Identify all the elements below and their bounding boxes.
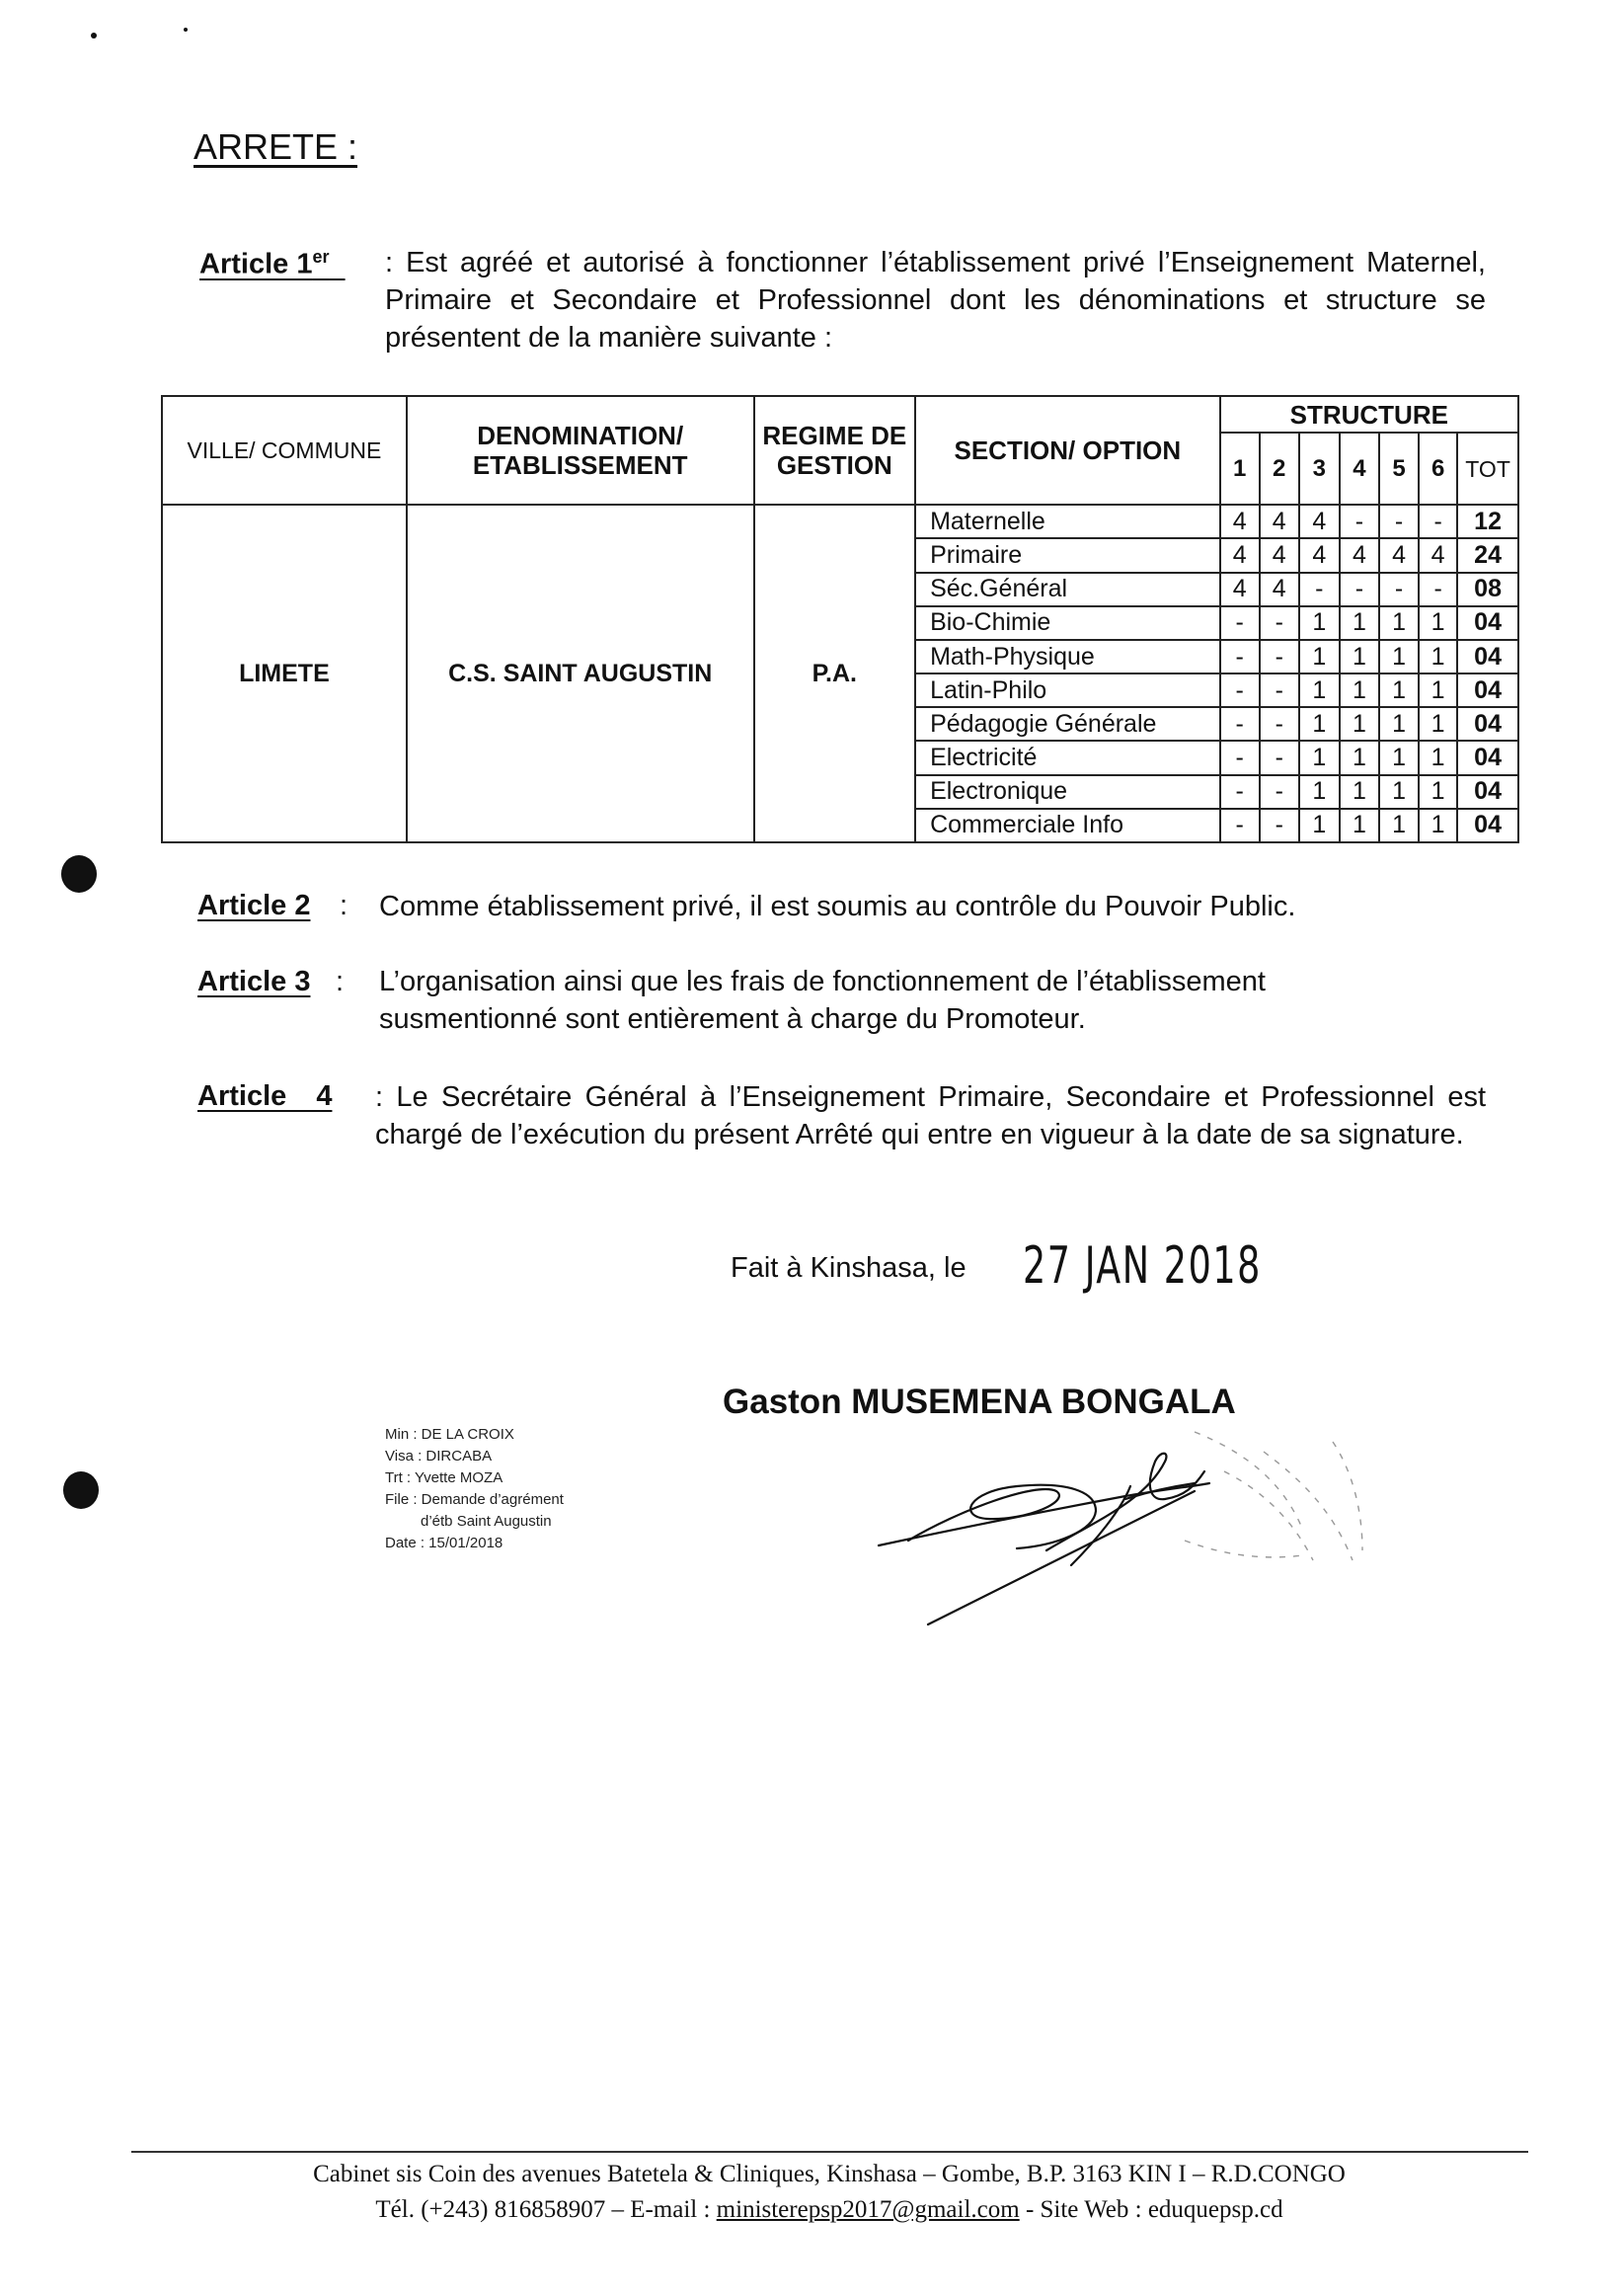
header-level-1: 1 [1220, 433, 1260, 505]
cell-level-4: 1 [1340, 673, 1379, 707]
punch-hole [61, 855, 97, 893]
scan-speck [184, 28, 188, 32]
cell-level-4: - [1340, 573, 1379, 606]
header-level-5: 5 [1379, 433, 1419, 505]
article-1-label [199, 247, 346, 281]
cell-level-2: 4 [1260, 505, 1299, 538]
header-level-4: 4 [1340, 433, 1379, 505]
cell-level-5: 4 [1379, 538, 1419, 572]
cell-level-6: - [1419, 573, 1457, 606]
reference-line: Min : DE LA CROIX [385, 1426, 514, 1443]
reference-line: File : Demande d’agrément [385, 1491, 564, 1508]
cell-total: 08 [1457, 573, 1518, 606]
cell-level-3: 1 [1299, 673, 1340, 707]
cell-level-4: 1 [1340, 741, 1379, 774]
reference-line: Date : 15/01/2018 [385, 1535, 503, 1551]
cell-level-2: - [1260, 741, 1299, 774]
article-2-text: Comme établissement privé, il est soumis au contrôle du Pouvoir Public. [379, 891, 1296, 922]
cell-option: Electricité [915, 741, 1220, 774]
cell-level-3: 1 [1299, 640, 1340, 673]
cell-level-5: 1 [1379, 707, 1419, 741]
cell-total: 04 [1457, 673, 1518, 707]
cell-total: 24 [1457, 538, 1518, 572]
article-3-label: Article 3 [197, 966, 311, 997]
cell-level-3: 1 [1299, 775, 1340, 809]
header-structure: STRUCTURE [1220, 396, 1518, 433]
cell-level-2: - [1260, 707, 1299, 741]
footer-website: - Site Web : eduquepsp.cd [1019, 2196, 1283, 2223]
cell-level-6: 1 [1419, 606, 1457, 640]
cell-level-5: 1 [1379, 741, 1419, 774]
cell-level-3: 1 [1299, 707, 1340, 741]
header-level-3: 3 [1299, 433, 1340, 505]
cell-level-2: - [1260, 809, 1299, 842]
cell-level-6: 1 [1419, 673, 1457, 707]
cell-level-3: 1 [1299, 809, 1340, 842]
header-ville-commune: VILLE/ COMMUNE [162, 396, 407, 505]
cell-level-2: - [1260, 640, 1299, 673]
place-and-date-label: Fait à Kinshasa, le [731, 1252, 967, 1284]
footer-email-link[interactable]: ministerepsp2017@gmail.com [716, 2196, 1020, 2223]
cell-level-3: 1 [1299, 741, 1340, 774]
date-stamp: 27 JAN 2018 [1023, 1236, 1262, 1296]
cell-level-2: - [1260, 673, 1299, 707]
reference-line: d’étb Saint Augustin [421, 1513, 552, 1530]
article-4-text: : Le Secrétaire Général à l’Enseignement Primaire, Secondaire et Professionnel est chargé de l’exécution du présent Arrêté qui entre en vigueur à la date de sa signature. [375, 1081, 1486, 1150]
cell-regime: P.A. [754, 505, 916, 842]
cell-total: 04 [1457, 775, 1518, 809]
scan-speck [91, 33, 97, 39]
cell-level-1: - [1220, 606, 1260, 640]
cell-level-2: - [1260, 606, 1299, 640]
article-3-colon: : [336, 966, 345, 997]
cell-level-4: 1 [1340, 707, 1379, 741]
cell-option: Electronique [915, 775, 1220, 809]
cell-level-1: - [1220, 640, 1260, 673]
article-2-colon: : [340, 890, 348, 921]
article-1-text: : Est agréé et autorisé à fonctionner l’établissement privé l’Enseignement Maternel, Primaire et Secondaire et Professionnel dont les dénominations et structure se présentent de la manière suivante : [385, 247, 1486, 354]
header-denomination: DENOMINATION/ ETABLISSEMENT [407, 396, 754, 505]
signatory-name: Gaston MUSEMENA BONGALA [723, 1383, 1236, 1421]
reference-line: Visa : DIRCABA [385, 1448, 493, 1465]
cell-option: Pédagogie Générale [915, 707, 1220, 741]
footer-phone: Tél. (+243) 816858907 – E-mail : [375, 2196, 717, 2223]
cell-level-2: 4 [1260, 538, 1299, 572]
cell-level-3: 1 [1299, 606, 1340, 640]
cell-level-1: 4 [1220, 573, 1260, 606]
header-regime: REGIME DE GESTION [754, 396, 916, 505]
article-1-label-text: Article 1 [199, 248, 313, 280]
header-tot: TOT [1457, 433, 1518, 505]
cell-level-5: - [1379, 573, 1419, 606]
article-1-superscript: er [312, 247, 330, 267]
cell-level-4: 1 [1340, 606, 1379, 640]
article-4-label: Article 4 [197, 1080, 333, 1112]
header-level-2: 2 [1260, 433, 1299, 505]
cell-level-1: - [1220, 775, 1260, 809]
cell-option: Séc.Général [915, 573, 1220, 606]
cell-level-1: - [1220, 707, 1260, 741]
handwritten-signature [869, 1392, 1422, 1639]
footer-address: Cabinet sis Coin des avenues Batetela & Cliniques, Kinshasa – Gombe, B.P. 3163 KIN I – R.D.CONGO [313, 2161, 1346, 2187]
cell-denomination: C.S. SAINT AUGUSTIN [407, 505, 754, 842]
page-title: ARRETE : [193, 126, 358, 167]
cell-total: 04 [1457, 741, 1518, 774]
cell-level-1: 4 [1220, 505, 1260, 538]
footer-contacts [118, 2196, 1540, 2224]
cell-level-6: - [1419, 505, 1457, 538]
cell-ville: LIMETE [162, 505, 407, 842]
cell-total: 12 [1457, 505, 1518, 538]
header-section-option: SECTION/ OPTION [915, 396, 1220, 505]
cell-level-4: - [1340, 505, 1379, 538]
cell-level-6: 4 [1419, 538, 1457, 572]
cell-option: Bio-Chimie [915, 606, 1220, 640]
cell-total: 04 [1457, 606, 1518, 640]
cell-option: Maternelle [915, 505, 1220, 538]
cell-level-5: 1 [1379, 640, 1419, 673]
cell-option: Math-Physique [915, 640, 1220, 673]
cell-level-1: - [1220, 741, 1260, 774]
cell-level-5: 1 [1379, 673, 1419, 707]
cell-level-5: 1 [1379, 809, 1419, 842]
cell-level-5: 1 [1379, 775, 1419, 809]
cell-level-2: - [1260, 775, 1299, 809]
cell-level-2: 4 [1260, 573, 1299, 606]
cell-level-4: 1 [1340, 809, 1379, 842]
reference-line: Trt : Yvette MOZA [385, 1469, 503, 1486]
cell-option: Commerciale Info [915, 809, 1220, 842]
cell-option: Primaire [915, 538, 1220, 572]
cell-total: 04 [1457, 640, 1518, 673]
cell-total: 04 [1457, 707, 1518, 741]
cell-level-6: 1 [1419, 640, 1457, 673]
footer-divider [131, 2151, 1528, 2153]
cell-level-3: - [1299, 573, 1340, 606]
cell-level-1: - [1220, 809, 1260, 842]
cell-level-4: 1 [1340, 775, 1379, 809]
article-3-text: L’organisation ainsi que les frais de fonctionnement de l’établissement susmentionné sont entièrement à charge du Promoteur. [379, 966, 1266, 1035]
cell-level-6: 1 [1419, 775, 1457, 809]
cell-level-6: 1 [1419, 741, 1457, 774]
cell-level-1: 4 [1220, 538, 1260, 572]
cell-level-3: 4 [1299, 538, 1340, 572]
article-2-label: Article 2 [197, 890, 311, 921]
cell-level-5: 1 [1379, 606, 1419, 640]
cell-level-3: 4 [1299, 505, 1340, 538]
cell-level-5: - [1379, 505, 1419, 538]
file-references [385, 1424, 564, 1554]
cell-level-4: 1 [1340, 640, 1379, 673]
structure-table [161, 395, 1519, 843]
cell-option: Latin-Philo [915, 673, 1220, 707]
punch-hole [63, 1471, 99, 1509]
cell-level-6: 1 [1419, 707, 1457, 741]
cell-total: 04 [1457, 809, 1518, 842]
cell-level-6: 1 [1419, 809, 1457, 842]
cell-level-1: - [1220, 673, 1260, 707]
cell-level-4: 4 [1340, 538, 1379, 572]
table-row [162, 505, 1518, 538]
header-level-6: 6 [1419, 433, 1457, 505]
